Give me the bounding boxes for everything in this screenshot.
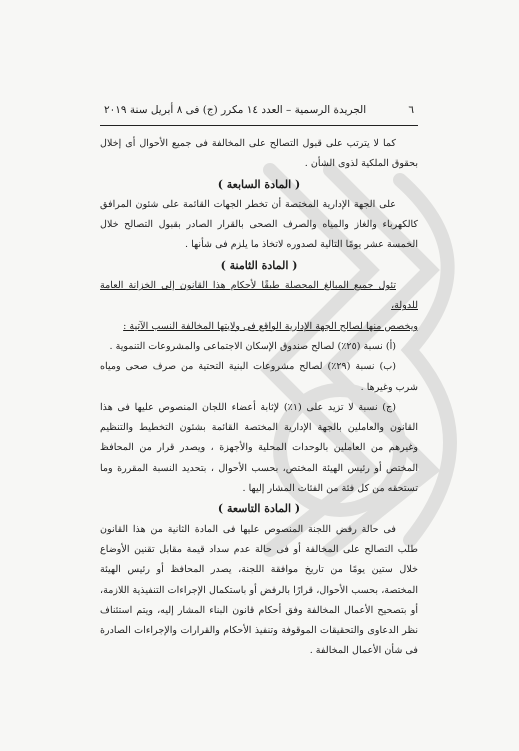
page-header bbox=[104, 104, 414, 116]
paragraph-utilities-notice: على الجهة الإدارية المختصة أن تخطر الجهات القائمة على شئون المرافق كالكهرباء والغاز والمياه والصرف الصحى بالقرار الصادر بقبول التصالح خلال الخمسة عشر يومًا التالية لصدوره لاتخاذ ما يلزم فى شأنها . bbox=[100, 198, 418, 251]
heading-article-eight: ( المادة الثامنة ) bbox=[220, 258, 298, 272]
list-item-c: (ج) نسبة لا تزيد على (١٪) لإثابة أعضاء اللجان المنصوص عليها فى هذا القانون والعاملين بالجهة الإدارية المختصة القائمة بشئون التخطيط والتنظيم وغيرهم من العاملين بالوحدات المحلية والأجهزة ، ويصدر قرار من المحافظ المختص أو رئيس الهيئة المختص، بحسب الأحوال ، بتحديد النسبة المقررة وما تستحقه من كل فئة من الفئات المشار إليها . bbox=[100, 401, 418, 495]
page-number: ٦ bbox=[408, 104, 414, 116]
paragraph-funds-allocation-1: تئول جميع المبالغ المحصلة طبقًا لأحكام هذا القانون إلى الخزانة العامة للدولة، bbox=[100, 280, 418, 312]
list-item-b: (ب) نسبة (٢٩٪) لصالح مشروعات البنية التحتية من صرف صحى ومياه شرب وغيرها . bbox=[100, 361, 418, 393]
header-divider bbox=[100, 125, 418, 126]
paragraph-ownership-rights: كما لا يترتب على قبول التصالح على المخالفة فى جميع الأحوال أى إخلال بحقوق الملكية لذوى الشأن . bbox=[100, 138, 418, 170]
paragraph-funds-allocation-2: ويخصص منها لصالح الجهة الإدارية الواقع فى ولايتها المخالفة النسب الآتية : bbox=[123, 320, 418, 332]
publication-title: الجريدة الرسمية – العدد ١٤ مكرر (ج) فى ٨ أبريل سنة ٢٠١٩ bbox=[104, 104, 367, 116]
heading-article-seven: ( المادة السابعة ) bbox=[217, 177, 301, 191]
document-body bbox=[100, 134, 418, 662]
paragraph-rejection-procedure: فى حالة رفض اللجنة المنصوص عليها فى المادة الثانية من هذا القانون طلب التصالح على المخالفة أو فى حالة عدم سداد قيمة مقابل تقنين الأوضاع خلال ستين يومًا من تاريخ موافقة اللجنة، يصدر المحافظ أو رئيس الهيئة المختصة، بحسب الأحوال، قرارًا بالرفض أو باستكمال الإجراءات التنفيذية اللازمة، أو بتصحيح الأعمال المخالفة وفق أحكام قانون البناء المشار إليه، ويتم استئناف نظر الدعاوى والتحقيقات الموقوفة وتنفيذ الأحكام والقرارات والإجراءات الصادرة فى شأن الأعمال المخالفة . bbox=[100, 523, 418, 657]
heading-article-nine: ( المادة التاسعة ) bbox=[217, 502, 301, 516]
list-item-a: (أ) نسبة (٢٥٪) لصالح صندوق الإسكان الاجتماعى والمشروعات التنموية . bbox=[109, 340, 396, 352]
